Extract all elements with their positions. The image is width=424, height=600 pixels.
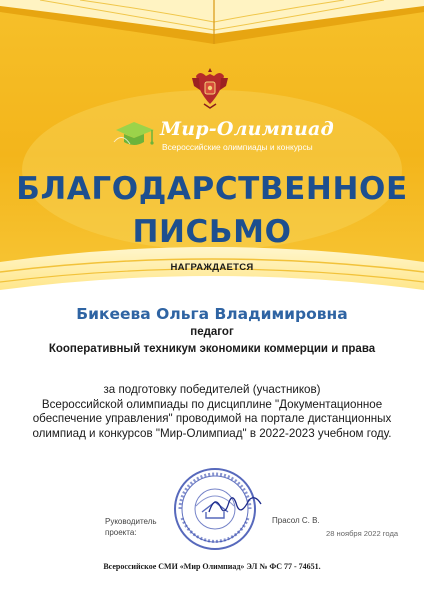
logo [112, 116, 334, 158]
award-description [20, 383, 404, 441]
page-title [0, 168, 424, 254]
recipient-position: педагог [190, 326, 234, 338]
media-registration: Всероссийское СМИ «Мир Олимпиад» ЭЛ № ФС 77 - 74651. [103, 562, 321, 571]
logo-subtitle: Всероссийские олимпиады и конкурсы [162, 142, 313, 152]
recipient-name: Бикеева Ольга Владимировна [76, 305, 348, 323]
description-line-2: Всероссийской олимпиады по дисциплине "Документационное [41, 397, 383, 411]
project-head-name: Прасол С. В. [272, 516, 320, 525]
title-line-2: ПИСЬМО [132, 214, 292, 250]
recipient-organization: Кооперативный техникум экономики коммерции и права [48, 343, 376, 355]
description-line-1: за подготовку победителей (участников) [103, 383, 321, 396]
description-line-3: обеспечение управления" проводимой на портале дистанционных [32, 412, 392, 426]
title-line-1: БЛАГОДАРСТВЕННОЕ [16, 171, 408, 207]
project-head-label: Руководитель проекта: [105, 517, 157, 537]
description-line-4: олимпиад и конкурсов "Мир-Олимпиад" в 2022-2023 учебном году. [32, 426, 392, 440]
logo-title: Мир-Олимпиад [160, 118, 334, 140]
issue-date: 28 ноября 2022 года [326, 529, 399, 538]
coat-of-arms-icon [190, 64, 230, 110]
graduation-cap-icon [112, 118, 156, 152]
awarded-label: НАГРАЖДАЕТСЯ [170, 262, 254, 273]
signature [205, 490, 265, 520]
